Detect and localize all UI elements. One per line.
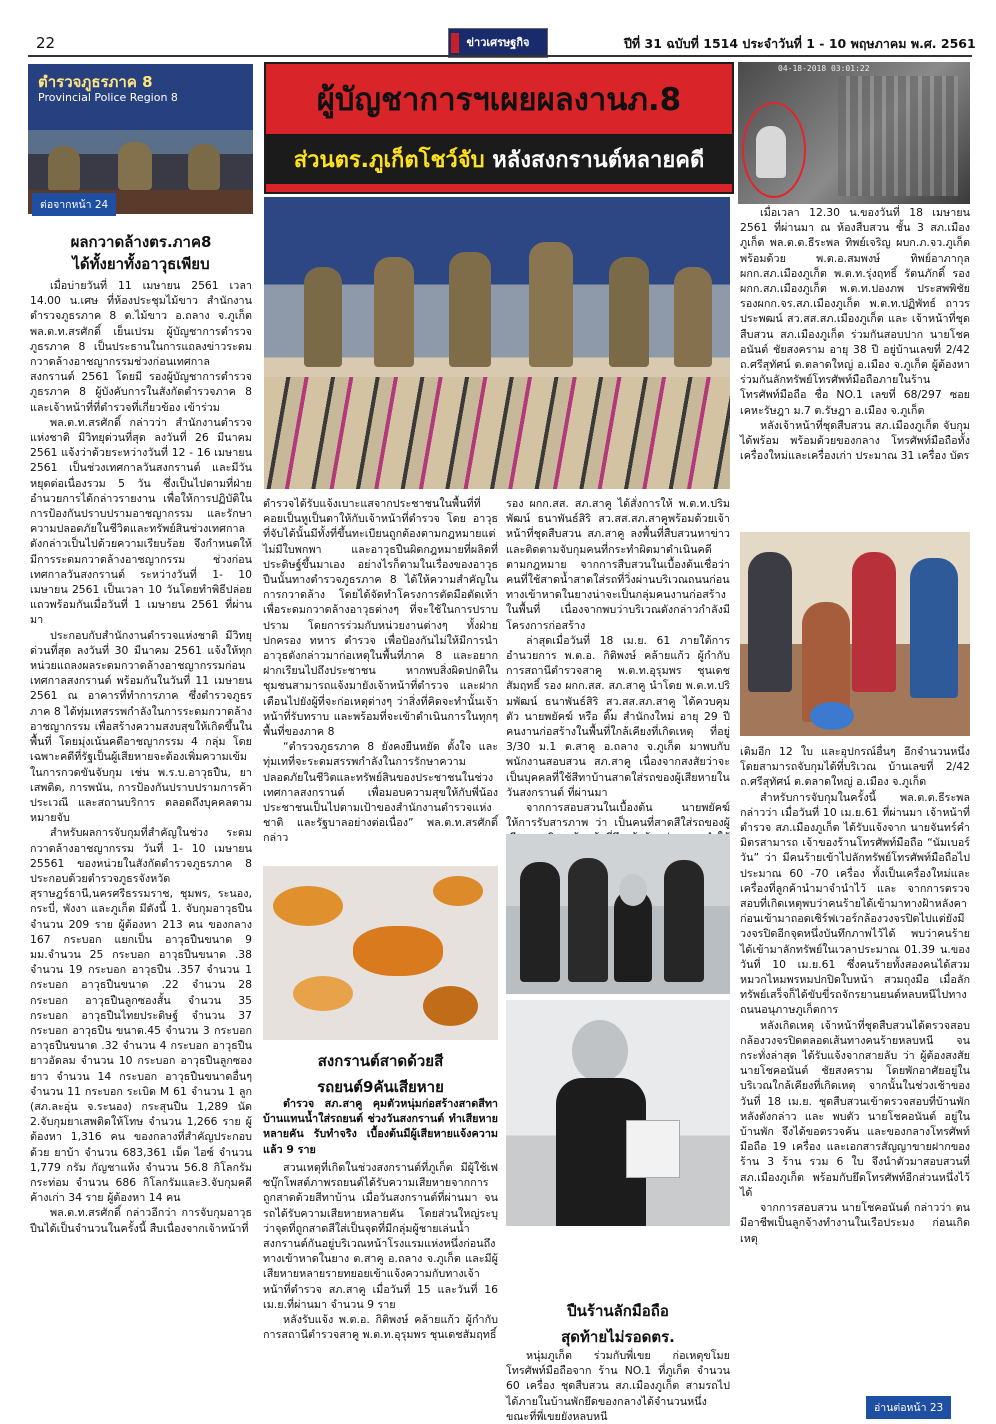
officer-figure	[664, 860, 704, 982]
header-rule	[28, 55, 972, 57]
left-article-title	[30, 231, 252, 275]
officer-figure	[520, 862, 560, 982]
paragraph: หนุ่มภูเก็ต ร่วมกับพี่เขย ก่อเหตุขโมยโทรศัพท์มือถือจาก ร้าน NO.1 ที่ภูเก็ต จำนวน 60 เครื่อง ชุดสืบสวน สภ.เมืองภูเก็ต สามรถไปได้ภายในบ้านพักยึดของกลางได้จำนวนหนึ่ง ขณะที่พี่เขยยังหลบหนี	[506, 1349, 730, 1423]
page-number: 22	[36, 34, 56, 52]
paint-splattered-car-photo	[263, 866, 498, 1040]
headline-line2	[266, 142, 732, 177]
paint-splatter	[293, 976, 353, 1011]
left-title-line1: ผลกวาดล้างตร.ภาค8	[70, 233, 212, 251]
main-press-photo	[264, 197, 730, 489]
paragraph: เมื่อบ่ายวันที่ 11 เมษายน 2561 เวลา 14.00 น.เศษ ที่ห้องประชุมไม้ขาว สำนักงานตำรวจภูธรภาค 8 ต.ไม้ขาว อ.ถลาง จ.ภูเก็ต พล.ต.ท.สรศักดิ์ เย็นเปรม ผู้บัญชาการตำรวจภูธรภาค 8 เป็นประธานในการแถลงข่าวระดมกวาดล้างอาชญากรรมช่วงก่อนเทศกาลสงกรานต์ 2561 โดยมี รองผู้บัญชาการตำรวจภูธรภาค 8 ผู้บังคับการในสังกัดตำรวจภาค 8 และเจ้าหน้าที่ที่ตำรวจที่เกี่ยวข้อง เข้าร่วม	[30, 279, 252, 414]
paragraph: พล.ต.ท.สรศักดิ์ กล่าวอีกว่า การจับกุมอาวุธปืนได้เป็นจำนวนในครั้งนี้ สืบเนื่องจากเจ้าหน้าที่	[30, 1206, 252, 1235]
helmet-icon	[810, 702, 854, 730]
masthead-logo	[448, 28, 548, 58]
paint-title-line2: รถยนต์9คันเสียหาย	[317, 1078, 444, 1096]
left-article-body	[30, 278, 252, 1408]
gun-article-body	[506, 1348, 730, 1423]
paragraph: รอง ผกก.สส. สภ.สาคู ได้สั่งการให้ พ.ต.ท.ปริมพัฒน์ ธนาพันธ์สิริ สว.สส.สภ.สาคูพร้อมด้วยเจ้าหน้าที่ชุดสืบสวน สภ.สาคู ลงพื้นที่สืบสวนหาข่าว และติดตามจับกุมคนที่กระทำผิดมาดำเนินคดี ตามกฎหมาย จากการสืบสวนในเบื้องต้นเชื่อว่าคนที่ใช้สาดน้ำสาดใส่รถที่วิ่งผ่านบริเวณถนนก่อนทางเข้าหาดในยางน่าจะเป็นกลุ่มคนงานก่อสร้างในพื้นที่ เนื่องจากพบว่าบริเวณดังกล่าวกำลังมีโครงการก่อสร้าง	[506, 497, 730, 632]
officer-figure	[304, 267, 342, 367]
suspect-group-photo	[506, 834, 730, 994]
officer-figure	[852, 552, 896, 692]
headline-line2-part-b: หลังสงกรานต์หลายคดี	[492, 148, 705, 173]
paragraph: พล.ต.ท.สรศักดิ์ กล่าวว่า สำนักงานตำรวจแห่งชาติ มีวิทยุด่วนที่สุด ลงวันที่ 26 มีนาคม 2561 แจ้งว่าด้วยระหว่างวันที่ 12 - 16 เมษายน 2561 เป็นช่วงเทศกาลวันสงกรานต์ และมีวันหยุดต่อเนื่องรวม 5 วัน ซึ่งเป็นไปตามที่ฝ่ายอำนวยการได้กล่าวรายงาน เพื่อให้การปฏิบัติในการป้องกันปราบปรามอาชญากรรม และรักษาความปลอดภัยในชีวิตและทรัพย์สินช่วงเทศกาลดังกล่าวเป็นไปด้วยความเรียบร้อย จึงกำหนดให้มีการระดมกวาดล้างอาชญากรรม ช่วงก่อนเทศกาลวันสงกรานต์ ระหว่างวันที่ 1- 10 เมษายน 2561 เป็นเวลา 10 วันโดยทำพิธีปล่อยแถวพร้อมกันเมื่อวันที่ 1 เมษายน 2561 ที่ผ่านมา	[30, 415, 252, 627]
paint-splatter	[433, 876, 483, 906]
masthead-title: ข่าวเศรษฐกิจ	[466, 36, 530, 49]
paint-article-body	[263, 1160, 498, 1410]
paragraph: สำหรับผลการจับกุมที่สำคัญในช่วง ระดมกวาดล้างอาชญากรรม วันที่ 1- 10 เมษายน 25561 ของหน่วยในสังกัดตำรวจภูธรภาค 8 ประกอบด้วยตำรวจภูธรจังหวัดสุราษฎร์ธานี,นครศรีธรรมราช, ชุมพร, ระนอง, กระบี่, พังงา และภูเก็ต มีดังนี้ 1. จับกุมอาวุธปืนจำนวน 209 ราย ผู้ต้องหา 213 คน ของกลาง 167 กระบอก แยกเป็น อาวุธปืนขนาด 9 มม.จำนวน 25 กระบอก อาวุธปืนขนาด .38 จำนวน 19 กระบอก อาวุธปืน .357 จำนวน 1 กระบอก อาวุธปืนขนาด .22 จำนวน 28 กระบอก อาวุธปืนลูกซองสั้น จำนวน 35 กระบอก อาวุธปืนไทยประดิษฐ์ จำนวน 37 กระบอก อาวุธปืน ขนาด.45 จำนวน 3 กระบอก อาวุธปืนขนาด .32 จำนวน 4 กระบอก อาวุธปืนยาวอัดลม จำนวน 10 กระบอก อาวุธปืนลูกซองยาว จำนวน 14 กระบอก อาวุธปืนขนาดอื่นๆ จำนวน 11 กระบอก ระเบิด M 61 จำนวน 1 ลูก (สภ.ละอุ่น จ.ระนอง) กระสุนปืน 1,289 นัด 2.จับกุมยาเสพติดให้โทษ จำนวน 1,266 ราย ผู้ต้องหา 1,316 คน ของกลางที่สำคัญประกอบด้วย ยาบ้า จำนวน 683,361 เม็ด ไอซ์ จำนวน 1,779 กรัม กัญชาแห้ง จำนวน 56.8 กิโลกรัม กระท่อม จำนวน 686 กิโลกรัมและ3.จับกุมคดีค้างเก่า 34 ราย ผู้ต้องหา 14 คน	[30, 826, 252, 1205]
officer-figure	[374, 257, 414, 367]
paragraph: หลังเกิดเหตุ เจ้าหน้าที่ชุดสืบสวนได้ตรวจสอบกล้องวงจรปิดตลอดเส้นทางคนร้ายหลบหนี จนกระทั่งล่าสุด ได้รับแจ้งจากสายลับ ว่า ผู้ต้องสงสัย นายโชคอนันต์ ชัยสงคราม โดยพักอาศัยอยู่ในบริเวณใกล้เคียงที่เกิดเหตุ จากนั้นในช่วงเช้าของวันที่ 18 เม.ย. ชุดสืบสวนเข้าตรวจสอบที่บ้านพักหลังดังกล่าว และ พบตัว นายโชคอนันต์ อยู่ในบ้านพัก จึงได้ขอตรวจค้น และของกลางโทรศัพท์มือถือ 19 เครื่อง และเอกสารสัญญาขายฝากของร้าน 3 ร้าน รวม 6 ใบ จึงนำตัวมาสอบสวนที่ สภ.เมืองภูเก็ต พร้อมกับยึดโทรศัพท์อีกส่วนหนึ่งไว้ได้	[740, 1018, 970, 1199]
banner-text-english: Provincial Police Region 8	[38, 91, 178, 104]
paragraph: “ตำรวจภูธรภาค 8 ยังคงยืนหยัด ตั้งใจ และทุ่มเทที่จะระดมสรรพกำลังในการรักษาความปลอดภัยในชีวิตและทรัพย์สินของประชาชนในช่วงเทศกาลสงกรานต์ เพื่อมอบความสุขให้กับพี่น้องประชาชนเป็นไปตามเป้าของสำนักงานตำรวจแห่งชาติ และรัฐบาลอย่างต่อเนื่อง” พล.ต.ท.สรศักดิ์ กล่าว	[263, 740, 498, 845]
officer-figure	[188, 144, 220, 190]
intruder-figure	[756, 126, 786, 178]
paragraph: ล่าสุดเมื่อวันที่ 18 เม.ย. 61 ภายใต้การอำนวยการ พ.ต.อ. กิติพงษ์ คล้ายแก้ว ผู้กำกับการสถานีตำรวจสาคู พ.ต.ท.อุรุมพร ชุนเดชสัมฤทธิ์ รอง ผกก.สส. สภ.สาคู นำโดย พ.ต.ท.ปริมพัฒน์ ธนาพันธ์สิริ สว.สส.สภ.สาคู ได้ควบคุมตัว นายพยัคฆ์ หรือ ติ๊ม สำนักงใหม่ อายุ 29 ปี คนงานก่อสร้างในพื้นที่ใกล้เคียงที่เกิดเหตุ ที่อยู่ 3/30 ม.1 ต.สาคู อ.ถลาง จ.ภูเก็ต มาพบกับพนักงานสอบสวน สภ.สาคู เนื่องจากสงสัยว่าจะเป็นบุคคลที่ใช้สีทาบ้านสาดใส่รถของผู้เสียหายในวันสงกรานต์ ที่ผ่านมา	[506, 633, 730, 799]
paint-splatter	[423, 986, 478, 1026]
alien-mask-icon	[619, 874, 647, 906]
headline-line1: ผู้บัญชาการฯเผยผลงานภ.8	[316, 82, 682, 118]
paint-splatter	[353, 926, 443, 976]
paragraph: สำหรับการจับกุมในครั้งนี้ พล.ต.ต.ธีระพล กล่าวว่า เมื่อวันที่ 10 เม.ย.61 ที่ผ่านมา เจ้าหน้าที่ตำรวจ สภ.เมืองภูเก็ต ได้รับแจ้งจาก นายจันทร์คำ มิตรสามารถ เจ้าของร้านโทรศัพท์มือถือ “นัมเบอร์วัน” ว่า มีคนร้ายเข้าไปลักทรัพย์โทรศัพท์มือถือไปประมาณ 60 -70 เครื่อง ทั้งเป็นเครื่องใหม่และเครื่องที่ลูกค้านำมาจำนำไว้ และ จากการตรวจสอบที่เกิดเหตุพบว่าคนร้ายได้เข้ามาทางฝ้าหลังคาก่อนเข้ามาถอดเซิร์ฟเวอร์กล้องวงจรปิดไปแต่ยังมีวงจรปิดอีกจุดหนึ่งบันทึกภาพไว้ได้ พบว่าคนร้ายได้เข้ามาลักทรัพย์ในเวลาประมาณ 01.39 น.ของวันที่ 10 เม.ย.61 ซึ่งคนร้ายทั้งสองคนได้สวมหมวกไหมพรหมปกปิดใบหน้า สวมถุงมือ เมื่อลักทรัพย์เสร็จก็ได้ขับขี่รถจักรยานยนต์หลบหนีไปทางถนนอนุภาษภูเก็ตการ	[740, 790, 970, 1017]
left-title-line2: ได้ทั้งยาทั้งอาวุธเพียบ	[72, 255, 210, 273]
paragraph: ประกอบกับสำนักงานตำรวจแห่งชาติ มีวิทยุด่วนที่สุด ลงวันที่ 30 มีนาคม 2561 แจ้งให้ทุกหน่วยแถลงผลระดมกวาดล้างอาชญากรรมก่อนเทศกาลสงกรานต์ พร้อมกันในวันที่ 11 เมษายน 2561 ณ อาคารที่ทำการภาค ซึ่งตำรวจภูธรภาค 8 ได้ทุ่มเทสรรพกำลังในการระดมกวาดล้างอาชญากรรม เพื่อสร้างความสงบสุขให้เกิดขึ้นในพื้นที่ โดยมุ่งเน้นคดีอาชญากรรม 4 กลุ่ม โดยเฉพาะคดีที่รัฐเป็นผู้เสียหายจะต้องเพิ่มความเข้มในการกวดขันจับกุม เช่น พ.ร.บ.อาวุธปืน, ยาเสพติด, การพนัน, การป้องกันปราบปรามการค้าประเวณี และสถานบริการ ตลอดถึงบุคคลตามหมายจับ	[30, 628, 252, 825]
paint-bucket-icon	[626, 1120, 680, 1178]
paint-title-line1: สงกรานต์สาดด้วยสี	[317, 1052, 444, 1070]
arrest-scene-photo	[740, 532, 970, 736]
officer-figure	[48, 146, 80, 191]
gun-title-line1: ปืนร้านลักมือถือ	[567, 1302, 669, 1320]
paragraph: จากการสอบสวนในเบื้องต้น นายพยัคฆ์ให้การรับสารภาพ ว่า เป็นคนที่สาดสีใส่รถของผู้	[506, 801, 730, 830]
officer-figure	[748, 552, 792, 692]
officer-figure	[910, 558, 958, 698]
paragraph: หลังเจ้าหน้าที่ชุดสืบสวน สภ.เมืองภูเก็ต จับกุมได้พร้อม พร้อมด้วยของกลาง โทรศัพท์มือถือทั้งเครื่องใหม่และเครื่องเก่า ประมาณ 31 เครื่อง บัตร	[740, 418, 970, 463]
gun-title-line2: สุดท้ายไม่รอดตร.	[561, 1328, 675, 1346]
gun-article-title	[506, 1300, 730, 1348]
shop-shelves	[838, 76, 958, 196]
officer-figure	[529, 242, 573, 367]
paragraph: จากการสอบสวน นายโชคอนันต์ กล่าวว่า ตนมีอาชีพเป็นลูกจ้างทำงานในเรือประมง ก่อนเกิดเหตุ	[740, 1201, 970, 1245]
paint-splatter	[273, 886, 343, 926]
issue-dateline: ปีที่ 31 ฉบับที่ 1514 ประจำวันที่ 1 - 10 พฤษภาคม พ.ศ. 2561	[624, 36, 976, 51]
right-column-body-bottom	[740, 744, 970, 1394]
logo-mark-icon	[451, 33, 459, 53]
cctv-timestamp: 04-18-2018 03:01:22	[778, 64, 870, 73]
cctv-still-photo	[738, 62, 970, 204]
middle-column-a-body	[263, 496, 498, 856]
main-headline-box	[264, 62, 734, 194]
officer-figure	[568, 858, 608, 982]
press-conference-photo-left	[28, 64, 253, 214]
officer-figure	[118, 142, 152, 190]
alien-mask-icon	[572, 1020, 628, 1082]
paint-article-title	[263, 1050, 498, 1098]
paragraph: สวนเหตุที่เกิดในช่วงสงกรานต์ที่ภูเก็ต มีผู้ใช้เฟซบุ๊กโพสต์ภาพรถยนต์ได้รับความเสียหายจากการถูกสาดด้วยสีทาบ้าน เมื่อวันสงกรานต์ที่ผ่านมา จนรถได้รับความเสียหายหลายคัน โดยส่วนใหญ่ระบุ ว่าจุดที่ถูกสาดสีใส่เป็นจุดที่มีกลุ่มผู้ชายเล่นน้ำสงกรานต์กันอยู่บริเวณหน้าโรงแรมแห่งหนึ่งก่อนถึงทางเข้าหาดในยาง ต.สาคู อ.ถลาง จ.ภูเก็ต และมีผู้เสียหายหลายรายทยอยเข้าแจ้งความกับทางเจ้าหน้าที่ตำรวจ สภ.สาคู เมื่อวันที่ 15 และวันที่ 16 เม.ย.ที่ผ่านมา จำนวน 9 ราย	[263, 1161, 498, 1311]
right-column-body-top	[740, 205, 970, 527]
officer-figure	[449, 252, 491, 367]
paragraph: หลังรับแจ้ง พ.ต.อ. กิติพงษ์ คล้ายแก้ว ผู้กำกับการสถานีตำรวจสาคู พ.ต.ท.อุรุมพร ชุนเดชสัมฤทธิ์	[263, 1313, 498, 1342]
paragraph: ตำรวจได้รับแจ้งเบาะแสจากประชาชนในพื้นที่ที่คอยเป็นหูเป็นตาให้กับเจ้าหน้าที่ตำรวจ โดย อาวุธที่จับได้นั้นมีทั้งที่ขึ้นทะเบียนถูกต้องตามกฎหมายแต่ไม่มีใบพกพา และอาวุธปืนผิดกฎหมายที่ผลิตที่ประดิษฐ์ขึ้นมาเอง อย่างไรก็ตามในเรื่องของอาวุธปืนนั้นทางตำรวจภูธรภาค 8 ได้ให้ความสำคัญในการกวาดล้าง โดยได้จัดทำโครงการตัดมือตัดเท้า เพื่อระดมกวาดล้างอาวุธต่างๆ ที่จะใช้ในการปราบปราม โดยการร่วมกับหน่วยงานต่างๆ ทั้งฝ่ายปกครอง ทหาร ตำรวจ เพื่อป้องกันไม่ให้มีการนำอาวุธดังกล่าวมาก่อเหตุในพื้นที่ภาค 8 และอยากฝากเรียนไปถึงประชาชน หากพบสิ่งผิดปกติในชุมชนสามารถแจ้งมายังเจ้าหน้าที่ตำรวจ และฝากเตือนไปยังผู้ที่จะก่อเหตุต่างๆ ว่าสิ่งที่คิดจะทำนั้นเจ้าหน้าที่รับทราบ และพร้อมที่จะเข้าดำเนินการในทุกๆพื้นที่ของภาค 8	[263, 497, 498, 739]
seized-weapons-display	[264, 377, 730, 489]
paragraph: เติมอีก 12 ใบ และอุปกรณ์อื่นๆ อีกจำนวนหนึ่ง โดยสามารถจับกุมได้ที่บริเวณ บ้านเลขที่ 2/42 ถ.ศรีสุทัศน์ ต.ตลาดใหญ่ อ.เมือง จ.ภูเก็ต	[740, 745, 970, 789]
paint-article-lead: ตำรวจ สภ.สาคู คุมตัวหนุ่มก่อสร้างสาดสีทาบ้านแทนน้ำใส่รถยนต์ ช่วงวันสงกรานต์ ทำเสียหายหลายคัน รับทำจริง เบื้องต้นมีผู้เสียหายแจ้งความแล้ว 9 ราย	[263, 1097, 498, 1156]
banner-text-thai: ตำรวจภูธรภาค 8	[38, 73, 153, 91]
continued-from-tag: ต่อจากหน้า 24	[32, 193, 116, 216]
headline-line2-part-a: ส่วนตร.ภูเก็ตโชว์จับ	[293, 148, 485, 173]
middle-column-b-body	[506, 496, 730, 830]
suspect-with-paint-bucket-photo	[506, 1000, 730, 1226]
continued-on-tag: อ่านต่อหน้า 23	[866, 1396, 951, 1419]
paragraph: เมื่อเวลา 12.30 น.ของวันที่ 18 เมษายน 2561 ที่ผ่านมา ณ ห้องสืบสวน ชั้น 3 สภ.เมืองภูเก็ต พล.ต.ต.ธีระพล ทิพย์เจริญ ผบก.ภ.จว.ภูเก็ต พร้อมด้วย พ.ต.อ.สมพงษ์ ทิพย์อาภากุล ผกก.สภ.เมืองภูเก็ต พ.ต.ท.รุ่งฤทธิ์ รัตนภักดิ์ รองผกก.สภ.เมืองภูเก็ต พ.ต.ท.ปองภพ ประสพพิชัย รองผกก.จร.สภ.เมืองภูเก็ต พ.ต.ท.ปฏิพัทธ์ ถาวรประพฒน์ สว.สส.สภ.เมืองภูเก็ต และ เจ้าหน้าที่ชุดสืบสวน สภ.เมืองภูเก็ต ร่วมกันสอบปาก นายโชคอนันต์ ชัยสงคราม อายุ 38 ปี อยู่บ้านเลขที่ 2/42 ถ.ศรีสุทัศน์ ต.ตลาดใหญ่ อ.เมือง จ.ภูเก็ต ผู้ต้องหาร่วมกันลักทรัพย์โทรศัพท์มือถือภายในร้านโทรศัพท์มือถือ ชื่อ NO.1 เลขที่ 68/297 ซอยเคหะรัษฎา ม.7 ต.รัษฎา อ.เมือง จ.ภูเก็ต	[740, 206, 970, 417]
officer-figure	[674, 267, 712, 367]
officer-figure	[609, 257, 649, 367]
